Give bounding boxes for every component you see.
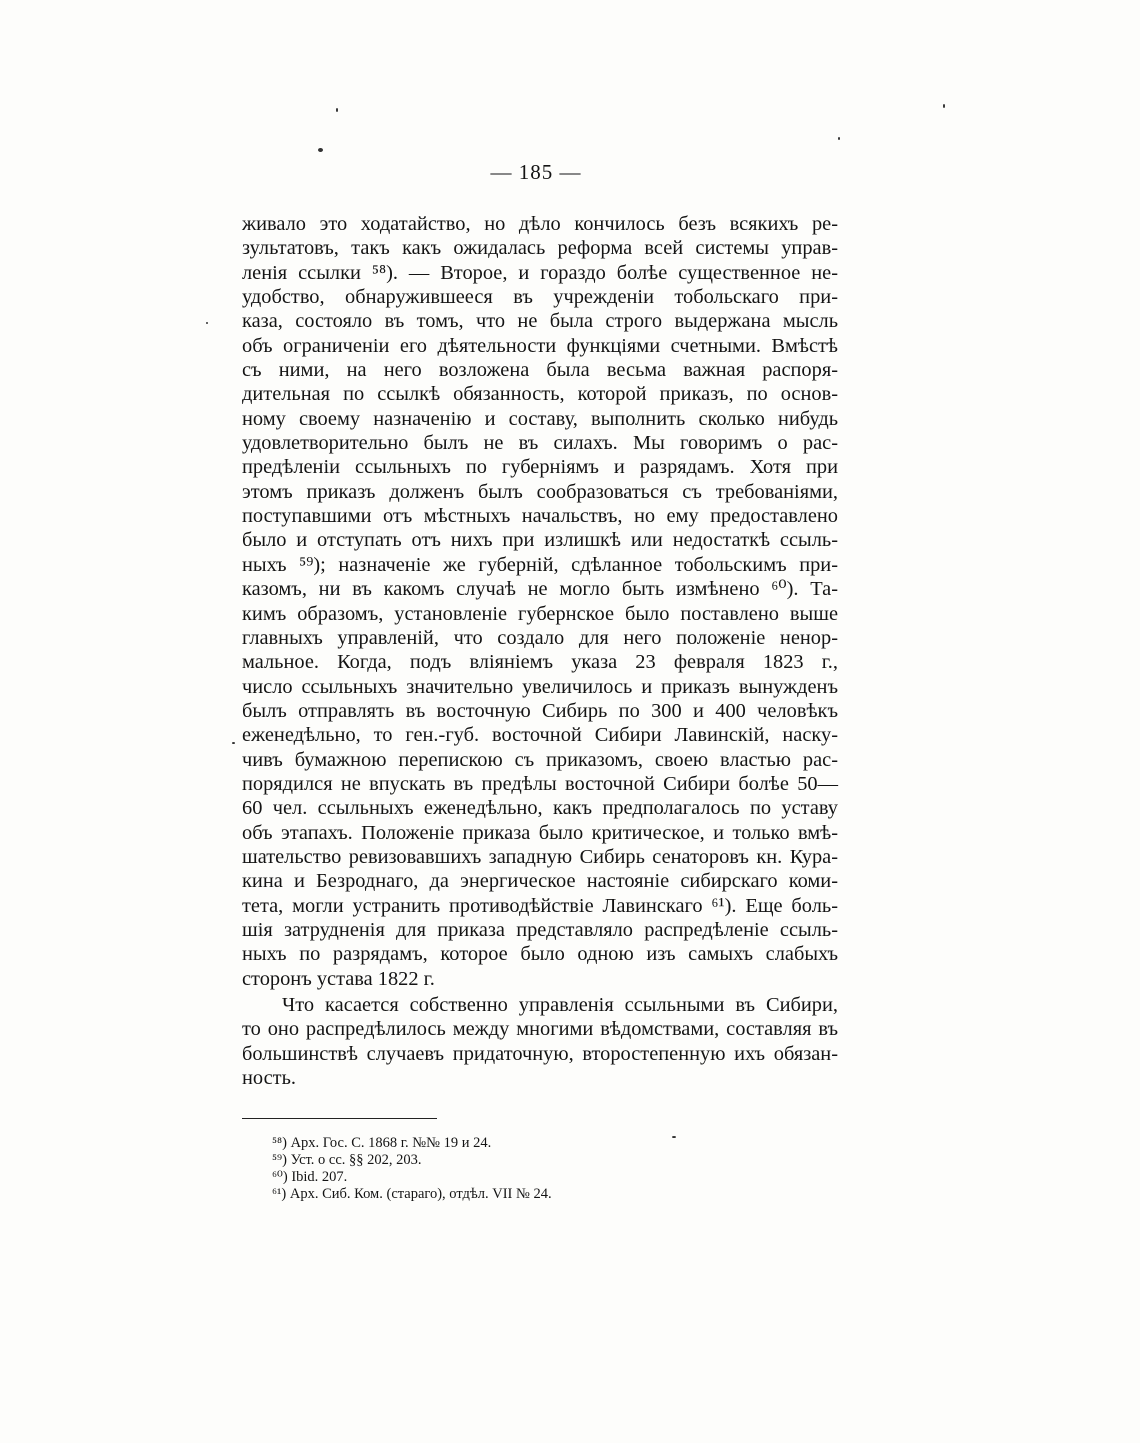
text-line: еженедѣльно, то ген.-губ. восточной Сибири Лавинскій, наску- bbox=[242, 724, 838, 747]
text-line: ныхъ по разрядамъ, которое было одною изъ самыхъ слабыхъ bbox=[242, 943, 838, 966]
text-line: шія затрудненія для приказа представляло распредѣленіе ссыль- bbox=[242, 918, 838, 941]
text-line: съ ними, на него возложена была весьма важная распоря- bbox=[242, 359, 838, 382]
paragraph-1 bbox=[242, 212, 838, 991]
text-line: объ этапахъ. Положеніе приказа было критическое, и только вмѣ- bbox=[242, 821, 838, 844]
text-line: удобство, обнаружившееся въ учрежденіи тобольскаго при- bbox=[242, 286, 838, 309]
text-line: Что касается собственно управленія ссыльными въ Сибири, bbox=[282, 994, 838, 1016]
text-line: дительная по ссылкѣ обязанность, которой приказъ, по основ- bbox=[242, 383, 838, 406]
footnote-60: ⁶⁰) Ibid. 207. bbox=[272, 1169, 348, 1185]
footnote-59: ⁵⁹) Уст. о сс. §§ 202, 203. bbox=[272, 1152, 422, 1168]
text-line: главныхъ управленій, что создало для него положеніе ненор- bbox=[242, 626, 838, 649]
text-line: былъ отправлять въ восточную Сибирь по 300 и 400 человѣкъ bbox=[242, 699, 838, 722]
text-line: большинствѣ случаевъ придаточную, второстепенную ихъ обязан- bbox=[242, 1042, 838, 1065]
text-line: ность. bbox=[242, 1067, 296, 1090]
text-line: живало это ходатайство, но дѣло кончилось безъ всякихъ ре- bbox=[242, 213, 838, 235]
footnote-61: ⁶¹) Арх. Сиб. Ком. (стараго), отдѣл. VII № 24. bbox=[272, 1186, 552, 1202]
text-line: порядился не впускать въ предѣлы восточной Сибири болѣе 50— bbox=[242, 772, 838, 795]
text-line: чивъ бумажною перепискою съ приказомъ, своею властью рас- bbox=[242, 748, 838, 771]
text-line: этомъ приказъ долженъ былъ сообразоваться съ требованіями, bbox=[242, 480, 838, 503]
scan-speck bbox=[838, 137, 840, 140]
text-line: предѣленіи ссыльныхъ по губерніямъ и разрядамъ. Хотя при bbox=[242, 456, 838, 479]
scan-speck bbox=[336, 108, 338, 112]
text-line: 60 чел. ссыльныхъ еженедѣльно, какъ предполагалось по уставу bbox=[242, 797, 838, 820]
text-line: кина и Безроднаго, да энергическое настояніе сибирскаго коми- bbox=[242, 870, 838, 893]
text-line: мальное. Когда, подъ вліяніемъ указа 23 февраля 1823 г., bbox=[242, 651, 838, 674]
footnote-divider bbox=[242, 1118, 437, 1119]
text-line: поступавшими отъ мѣстныхъ начальствъ, но ему предоставлено bbox=[242, 505, 838, 528]
scan-speck bbox=[943, 104, 945, 108]
text-line: ному своему назначенію и составу, выполнить сколько нибудь bbox=[242, 407, 838, 430]
text-line: казомъ, ни въ какомъ случаѣ не могло быть измѣнено ⁶⁰). Та- bbox=[242, 578, 838, 601]
text-line: каза, состояло въ томъ, что не была строго выдержана мысль bbox=[242, 310, 838, 333]
paragraph-2 bbox=[242, 993, 838, 1090]
footnote-58: ⁵⁸) Арх. Гос. С. 1868 г. №№ 19 и 24. bbox=[272, 1135, 492, 1151]
text-line: удовлетворительно былъ не въ силахъ. Мы говоримъ о рас- bbox=[242, 432, 838, 455]
text-line: кимъ образомъ, установленіе губернское было поставлено выше bbox=[242, 602, 838, 625]
footnotes bbox=[272, 1135, 552, 1203]
scan-speck bbox=[318, 148, 323, 152]
scan-speck bbox=[232, 742, 235, 744]
page-number: — 185 — bbox=[490, 160, 582, 184]
text-line: ныхъ ⁵⁹); назначеніе же губерній, сдѣланное тобольскимъ при- bbox=[242, 553, 838, 576]
text-line: то оно распредѣлилось между многими вѣдомствами, составляя въ bbox=[242, 1018, 838, 1041]
text-line: объ ограниченіи его дѣятельности функціями счетными. Вмѣстѣ bbox=[242, 334, 838, 357]
text-line: сторонъ устава 1822 г. bbox=[242, 967, 435, 990]
scan-speck bbox=[206, 322, 208, 324]
text-line: тета, могли устранить противодѣйствіе Лавинскаго ⁶¹). Еще боль- bbox=[242, 894, 838, 917]
text-line: шательство ревизовавшихъ западную Сибирь сенаторовъ кн. Кура- bbox=[242, 845, 838, 868]
text-line: ленія ссылки ⁵⁸). — Второе, и гораздо болѣе существенное не- bbox=[242, 261, 838, 284]
text-line: число ссыльныхъ значительно увеличилось и приказъ вынужденъ bbox=[242, 675, 838, 698]
body-text bbox=[242, 212, 838, 1090]
scan-speck bbox=[672, 1136, 676, 1138]
text-line: было и отступать отъ нихъ при излишкѣ или недостаткѣ ссыль- bbox=[242, 529, 838, 552]
text-line: зультатовъ, такъ какъ ожидалась реформа всей системы управ- bbox=[242, 237, 838, 260]
